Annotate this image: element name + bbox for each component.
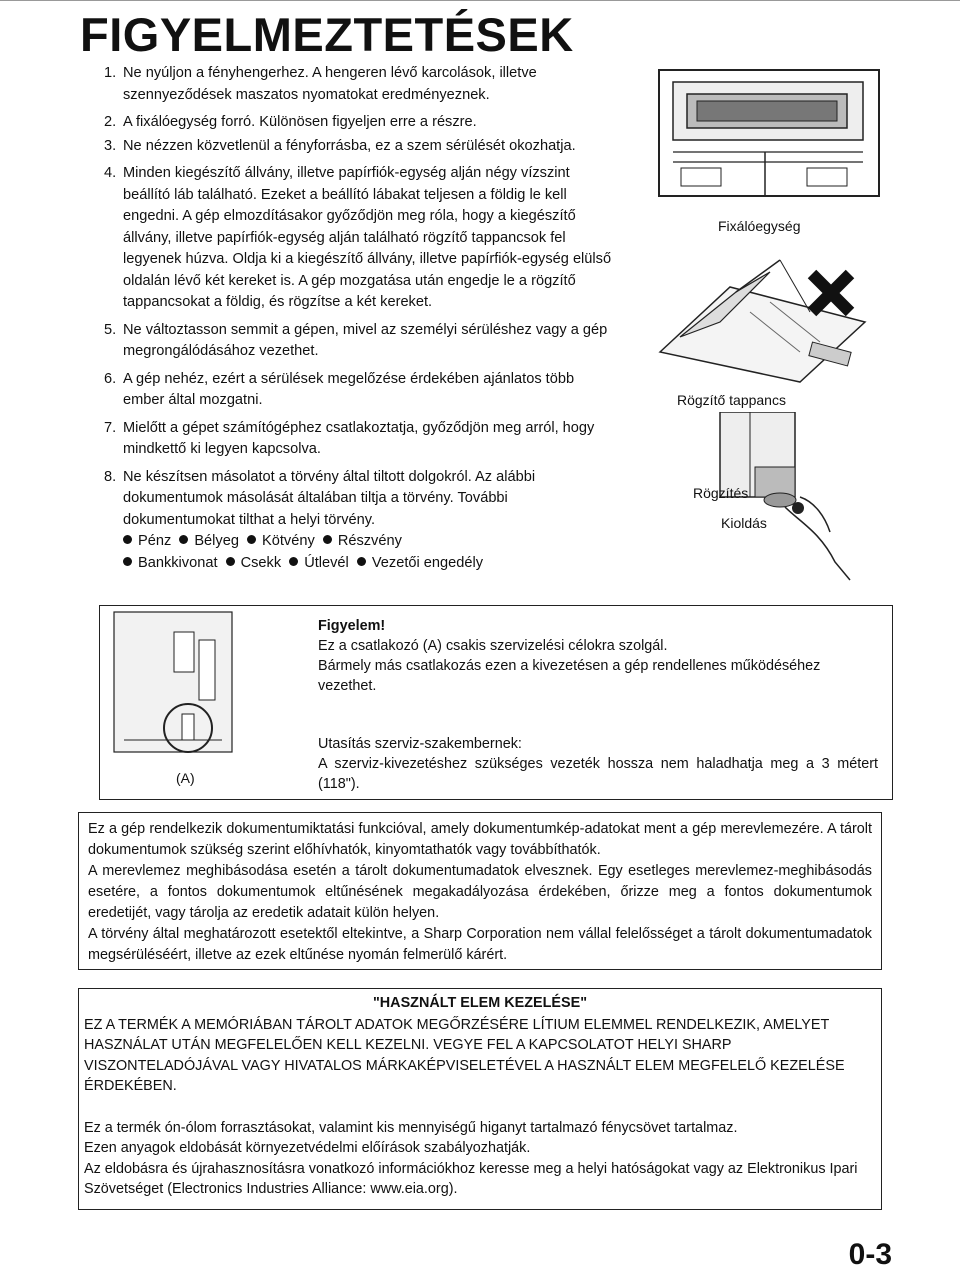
document-archiving-notice: Ez a gép rendelkezik dokumentumiktatási funkcióval, amely dokumentumkép-adatokat ment a gép merevlemezére. A tárolt dokumentumok szükség szerint előhívhatók, kinyomtathatók vagy továbbíthatók. A merevlemez meghibásodása esetén a tárolt dokumentumadatok elvesznek. Egy esetleges merevlemez-meghibásodás esetére, a fontos dokumentumok eltűnésének megakadályozása érdekében, őrizze meg a fontos dokumentumok eredetijét, vagy tárolja az eredetik adatait külön helyen. A törvény által meghatározott esetektől eltekintve, a Sharp Corporation nem vállal felelősséget a tárolt dokumentumadatok megsérüléséért, illetve az ezek eltűnése nyomán felmerülő kárért. [78,812,882,970]
prohibited-documents [123,531,619,574]
warning-item: 2. A fixálóegység forró. Különösen figyeljen erre a részre. [104,114,477,130]
bullet-icon [123,557,132,566]
bullet-icon [323,535,332,544]
battery-disposal-notice: "HASZNÁLT ELEM KEZELÉSE" EZ A TERMÉK A MEMÓRIÁBAN TÁROLT ADATOK MEGŐRZÉSÉRE LÍTIUM ELEMMEL RENDELKEZIK, AMELYET HASZNÁLAT UTÁN MEGFELELŐEN KELL KEZELNI. VEGYE FEL A KAPCSOLATOT HELYI SHARP VISZONTELADÓJÁVAL VAGY HIVATALOS MÁRKAKÉPVISELETÉVEL A HASZNÁLT ELEM MEGFELELŐ KEZELÉSE ÉRDEKÉBEN. Ez a termék ón-ólom forrasztásokat, valamint kis mennyiségű higanyt tartalmazó fénycsövet tartalmaz. Ezen anyagok eldobását környezetvédelmi előírások szabályozhatják. Az eldobásra és újrahasznosításra vonatkozó információkhoz keresse meg a helyi hatóságokat vagy az Elektronikus Ipari Szövetséget (Electronics Industries Alliance: www.eia.org). [78,988,882,1210]
lock-tab-label: Rögzítő tappancs [677,392,786,408]
warning-item: 5. Ne változtasson semmit a gépen, mivel az személyi sérüléshez vagy a gép megrongálódásához vezethet. [104,321,608,359]
warning-item: 4. Minden kiegészítő állvány, illetve papírfiók-egység alján négy vízszint beállító láb található. Ezeket a beállító lábakat teljesen a földig le kell engedni. A gép elmozdításakor győződjön meg róla, hogy a kiegészítő állvány, illetve papírfiók-egység alján található rögzítő tappancsok fel legyenek húzva. Oldja ki a kiegészítő állvány, illetve papírfiók-egység elülső oldalán lévő két kereket is. A gép mozgatása után engedje le a rögzítő tappancsokat a földig, és rögzítse a két kereket. [104,165,612,310]
warning-item: 3. Ne nézzen közvetlenül a fényforrásba, ez a szem sérülését okozhatja. [104,137,576,154]
warning-item: 6. A gép nehéz, ezért a sérülések megelőzése érdekében ajánlatos több ember által mozgatni. [104,370,575,408]
prohibited-row: Bankkivonat Csekk Útlevél Vezetői engedély [123,553,619,575]
lock-label: Rögzítés [693,485,749,501]
connector-label: (A) [176,770,195,786]
bullet-icon [226,557,235,566]
fuser-label: Fixálóegység [718,218,801,234]
warnings-list [104,63,619,580]
warning-item: 1. Ne nyúljon a fényhengerhez. A hengeren lévő karcolások, illetve szennyeződések maszatos nyomatokat eredményeznek. [104,65,537,103]
bullet-icon [247,535,256,544]
bullet-icon [179,535,188,544]
prohibited-cross-icon [812,274,850,312]
notice-heading: Figyelem! [318,618,386,634]
release-label: Kioldás [721,515,767,531]
fuser-unit-illustration [657,68,882,198]
prohibited-row: Pénz Bélyeg Kötvény Részvény [123,531,619,553]
bullet-icon [357,557,366,566]
warning-item: 7. Mielőtt a gépet számítógéphez csatlakoztatja, győződjön meg arról, hogy mindkettő ki legyen kapcsolva. [104,419,595,457]
page-title: FIGYELMEZTETÉSEK [80,8,574,61]
service-instruction: Utasítás szerviz-szakembernek: A szerviz-kivezetéshez szükséges vezeték hossza nem haladhatja meg a 3 métert (118"). [318,736,878,792]
battery-heading: "HASZNÁLT ELEM KEZELÉSE" [372,995,588,1011]
connector-illustration [104,610,304,760]
notice-text: Figyelem! Ez a csatlakozó (A) csakis szervizelési célokra szolgál. Bármely más csatlakozás ezen a kivezetésen a gép rendellenes működéséhez vezethet. [318,616,878,696]
bullet-icon [123,535,132,544]
top-rule [0,0,960,1]
page-number: 0-3 [848,1238,892,1271]
warning-item: 8. Ne készítsen másolatot a törvény által tiltott dolgokról. Az alábbi dokumentumok másolását általában tiltja a törvény. További dokumentumokat tilthat a helyi törvény. Pénz Bélyeg Kötvény Részvény Bankkivonat Csekk Útlevél Vezetői engedély [104,467,619,575]
bullet-icon [289,557,298,566]
scanner-glass-illustration [650,252,870,387]
service-connector-notice [99,605,893,800]
